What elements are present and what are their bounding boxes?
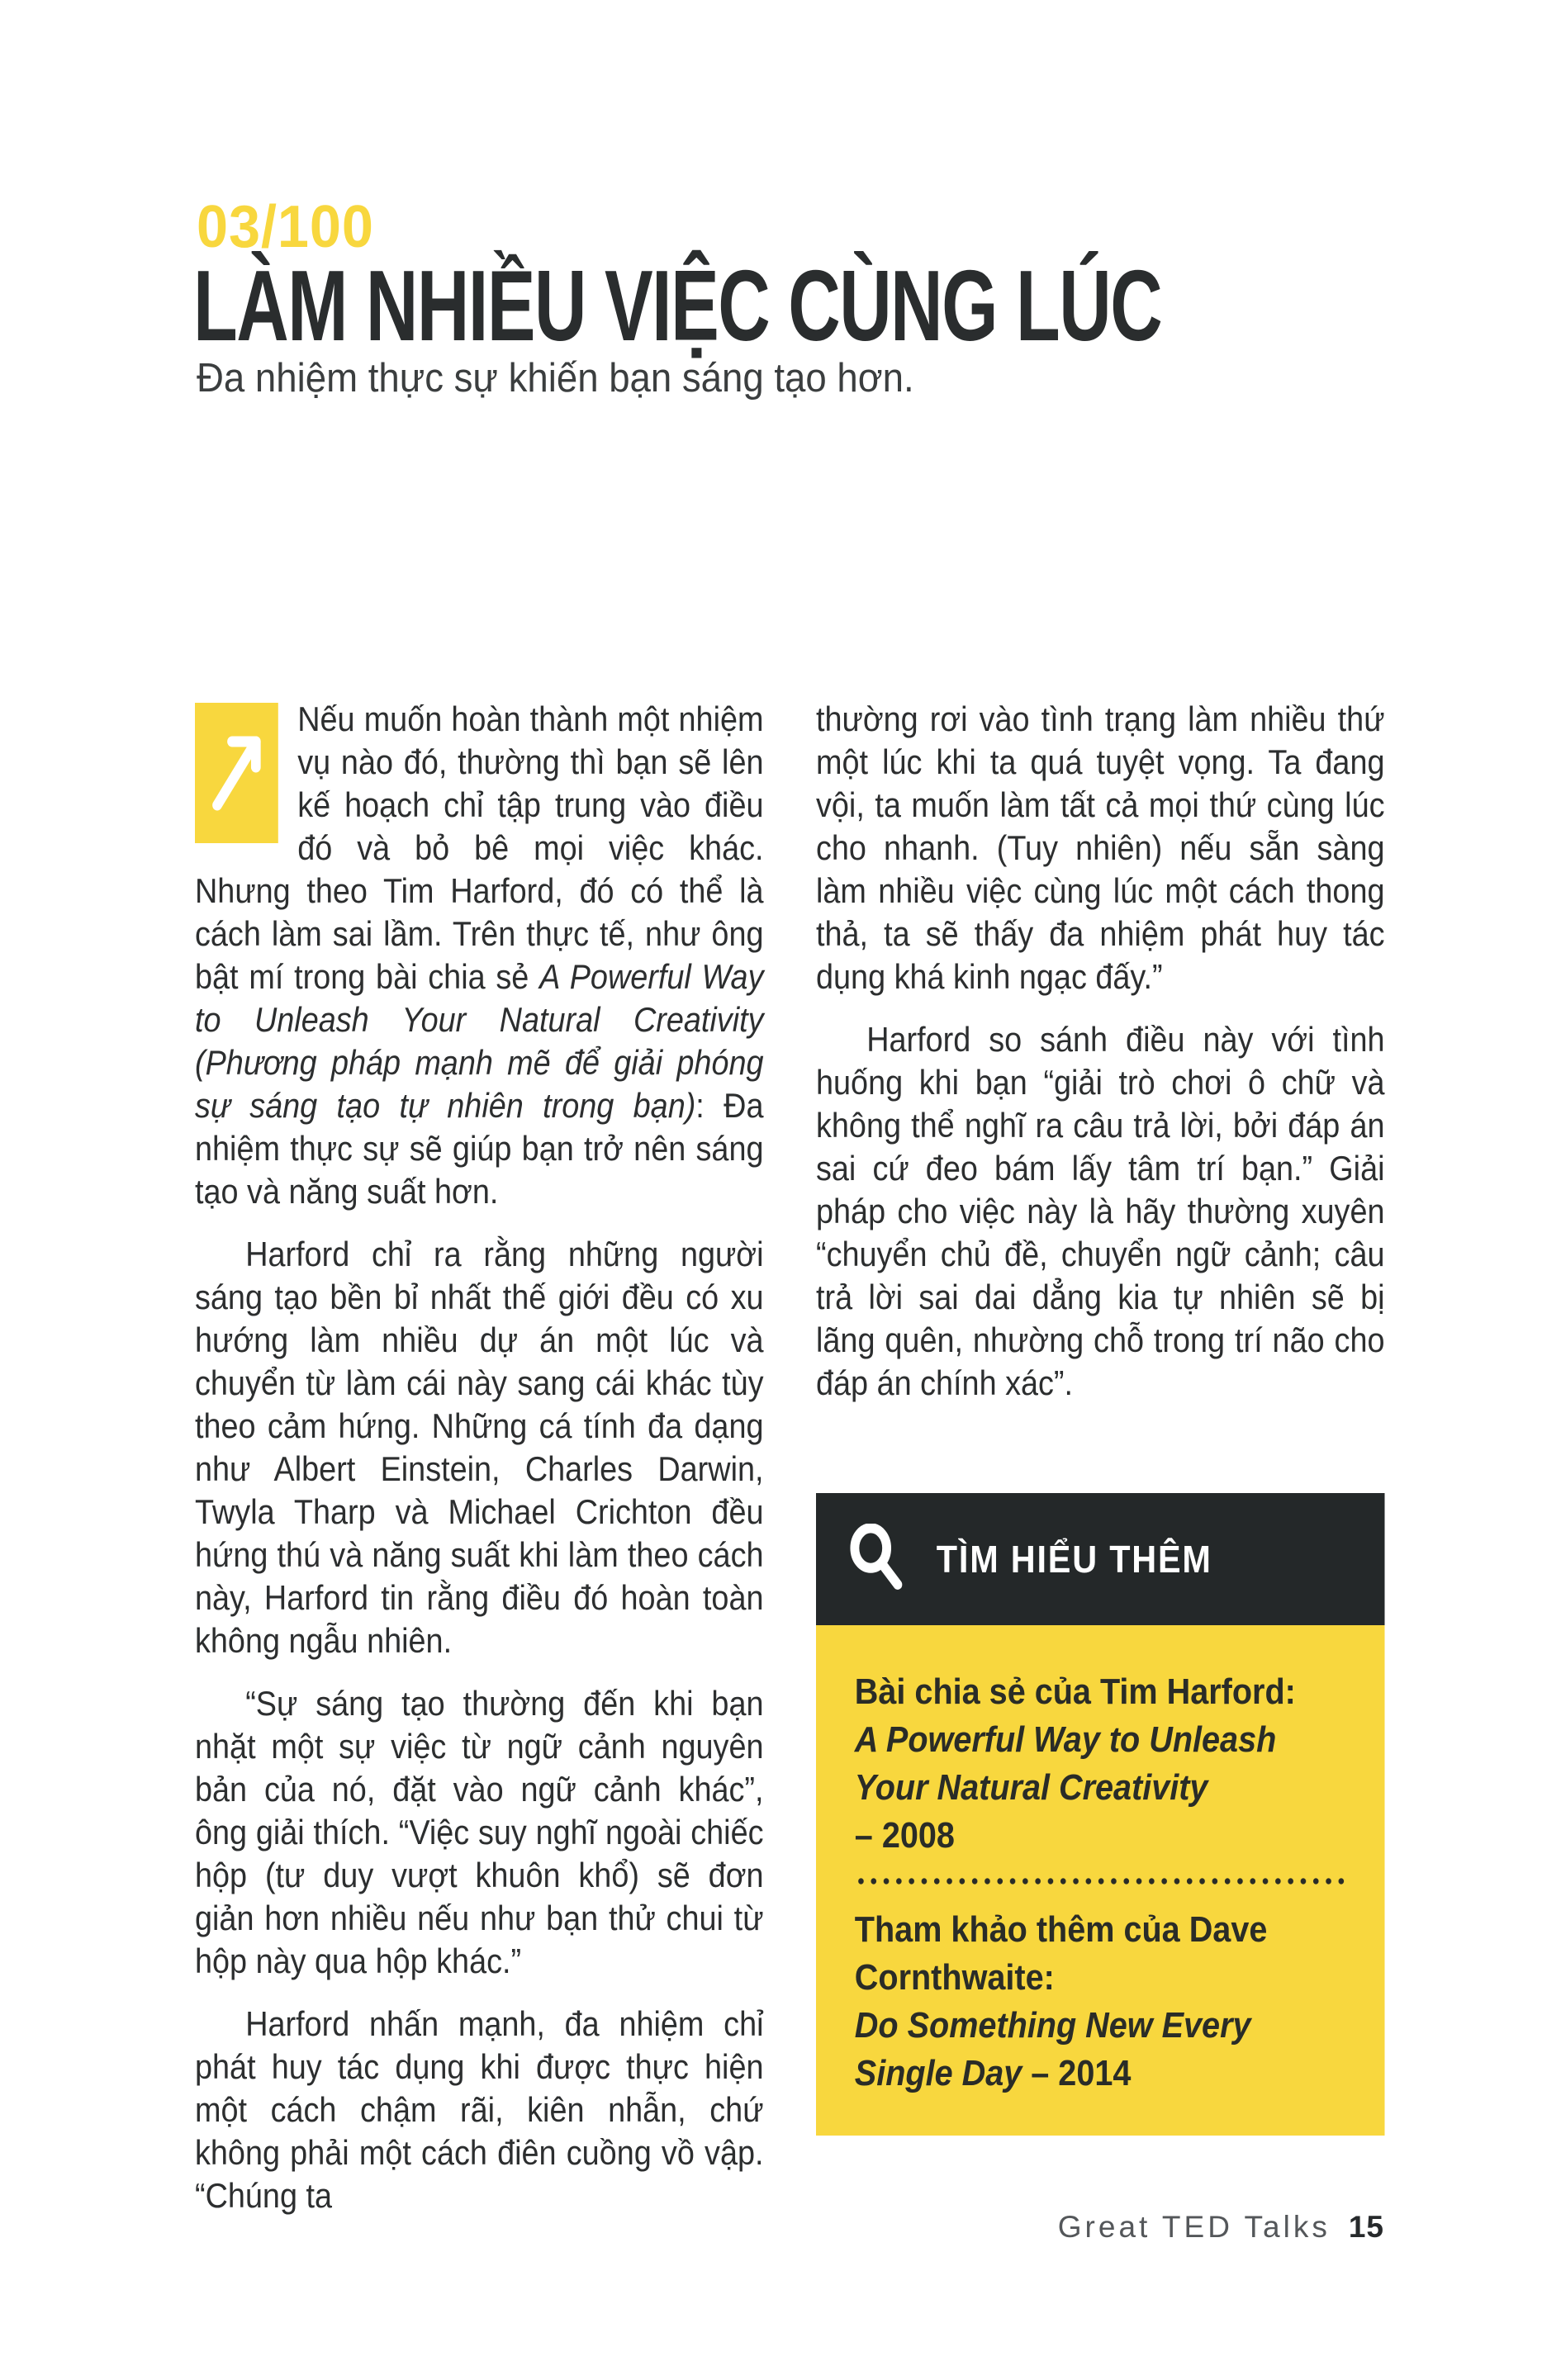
text-run: “Sự sáng tạo thường đến khi bạn nhặt một sự việc từ ngữ cảnh nguyên bản của nó, đặt vào ngữ cảnh khác”, ông giải thích. “Việc suy nghĩ ngoài chiếc hộp (tư duy vượt khuôn khổ) sẽ đơn giản hơn nhiều nếu như bạn thử chui từ hộp này qua hộp khác.”	[195, 1684, 764, 1980]
search-icon	[846, 1524, 909, 1595]
paragraph	[195, 1682, 764, 1983]
paragraph	[195, 2003, 764, 2217]
page-footer	[0, 2210, 1384, 2245]
text-run: : Đa nhiệm thực sự sẽ giúp bạn trở nên sáng tạo và năng suất hơn.	[195, 1086, 764, 1211]
italic-text-run: A Powerful Way to Unleash Your Natural Creativity (Phương pháp mạnh mẽ để giải phóng sự sáng tạo tự nhiên trong bạn)	[195, 957, 764, 1125]
text-run: Harford chỉ ra rằng những người sáng tạo bền bỉ nhất thế giới đều có xu hướng làm nhiều dự án một lúc và chuyển từ làm cái này sang cái khác tùy theo cảm hứng. Những cá tính đa dạng như Albert Einstein, Charles Darwin, Twyla Tharp và Michael Crichton đều hứng thú và năng suất khi làm theo cách này, Harford tin rằng điều đó hoàn toàn không ngẫu nhiên.	[195, 1235, 764, 1660]
dotted-separator	[855, 1878, 1348, 1885]
book-title: Great TED Talks	[1057, 2210, 1331, 2244]
find-out-more-title: TÌM HIỂU THÊM	[936, 1538, 1212, 1581]
talk-title: Do Something New Every Single Day	[854, 2005, 1251, 2093]
text-run: Harford nhấn mạnh, đa nhiệm chỉ phát huy tác dụng khi được thực hiện một cách chậm rãi, kiên nhẫn, chứ không phải một cách điên cuồng vồ vập. “Chúng ta	[195, 2004, 764, 2215]
reference-label: Tham khảo thêm của Dave Cornthwaite:	[854, 1909, 1268, 1998]
reference-label: Bài chia sẻ của Tim Harford:	[854, 1671, 1296, 1712]
talk-title: A Powerful Way to Unleash Your Natural Creativity	[854, 1719, 1277, 1808]
reference-title	[855, 2002, 1348, 2098]
page-subtitle: Đa nhiệm thực sự khiến bạn sáng tạo hơn.	[197, 356, 914, 401]
find-out-more-body	[816, 1625, 1385, 2136]
reference-year: – 2014	[1022, 2053, 1132, 2093]
find-out-more-box	[816, 1493, 1385, 2136]
text-run: Nếu muốn hoàn thành một nhiệm vụ nào đó, thường thì bạn sẽ lên kế hoạch chỉ tập trung vào điều đó và bỏ bê mọi việc khác. Nhưng theo Tim Harford, đó có thể là cách làm sai lầm. Trên thực tế, như ông bật mí trong bài chia sẻ	[195, 699, 764, 996]
page-number: 15	[1348, 2210, 1384, 2244]
page-title: LÀM NHIỀU VIỆC CÙNG LÚC	[193, 249, 1162, 362]
reference-item	[855, 1668, 1348, 1860]
article-column-left	[195, 698, 764, 2237]
paragraph	[195, 698, 764, 1213]
text-run: Harford so sánh điều này với tình huống khi bạn “giải trò chơi ô chữ và không thể nghĩ ra câu trả lời, bởi đáp án sai cứ đeo bám lấy tâm trí bạn.” Giải pháp cho việc này là hãy thường xuyên “chuyển chủ đề, chuyển ngữ cảnh; câu trả lời sai dai dẳng kia tự nhiên sẽ bị lãng quên, nhường chỗ trong trí não cho đáp án chính xác”.	[816, 1020, 1385, 1402]
find-out-more-header	[816, 1493, 1385, 1625]
paragraph	[816, 1018, 1385, 1405]
article-column-right	[816, 698, 1385, 2093]
reference-title	[855, 1716, 1348, 1812]
issue-number: 03/100	[197, 194, 374, 260]
reference-year: – 2008	[854, 1815, 955, 1856]
reference-item	[855, 1906, 1348, 2098]
text-run: thường rơi vào tình trạng làm nhiều thứ một lúc khi ta quá tuyệt vọng. Ta đang vội, ta muốn làm tất cả mọi thứ cùng lúc cho nhanh. (Tuy nhiên) nếu sẵn sàng làm nhiều việc cùng lúc một cách thong thả, ta sẽ thấy đa nhiệm phát huy tác dụng khá kinh ngạc đấy.”	[816, 699, 1385, 996]
paragraph	[195, 1233, 764, 1662]
arrow-up-right-icon	[195, 703, 278, 843]
paragraph	[816, 698, 1385, 998]
